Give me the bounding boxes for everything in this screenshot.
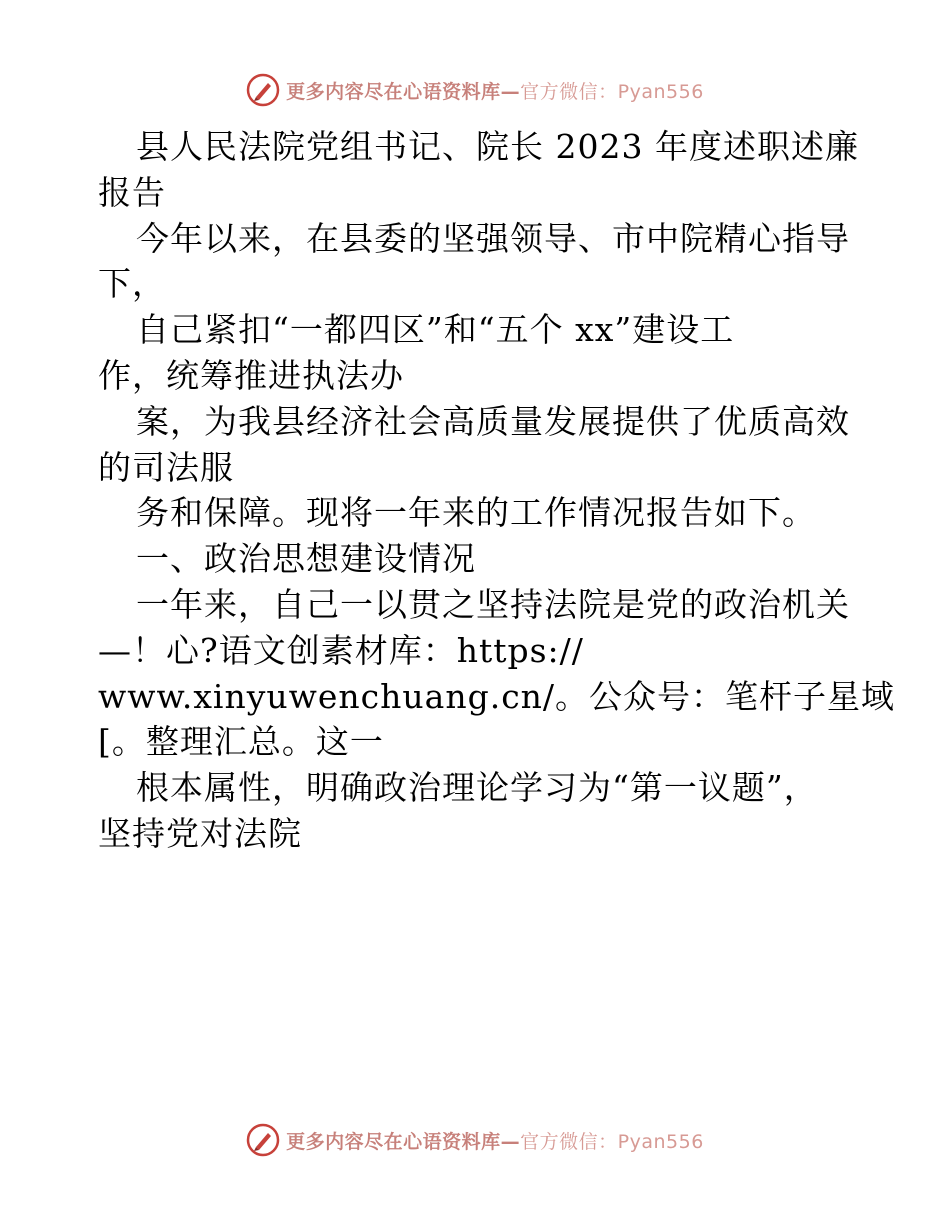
header-banner (0, 70, 950, 110)
body-line: 自己紧扣“一都四区”和“五个 xx”建设工 (136, 310, 735, 350)
body-line: 坚持党对法院 (98, 813, 302, 853)
header-banner-text: 更多内容尽在心语资料库—官方微信：Pyan556 (286, 80, 704, 103)
body-line: 一年来，自己一以贯之坚持法院是党的政治机关 (136, 584, 850, 624)
footer-banner (0, 1120, 950, 1160)
body-line: 根本属性，明确政治理论学习为“第一议题”， (136, 768, 818, 808)
body-line: 作，统筹推进执法办 (98, 355, 404, 395)
body-line: —！心?语文创素材库：https:// (98, 630, 584, 670)
body-line: [。整理汇总。这一 (98, 722, 384, 762)
footer-wechat: 官方微信：Pyan556 (520, 1130, 704, 1153)
body-line: 报告 (98, 172, 166, 212)
document-body (98, 124, 896, 857)
header-wechat: 官方微信：Pyan556 (520, 80, 704, 103)
footer-banner-text: 更多内容尽在心语资料库—官方微信：Pyan556 (286, 1130, 704, 1153)
body-line: 案，为我县经济社会高质量发展提供了优质高效 (136, 401, 850, 441)
section-heading: 一、政治思想建设情况 (136, 539, 476, 579)
body-line: 今年以来，在县委的坚强领导、市中院精心指导 (136, 218, 850, 258)
body-line: 务和保障。现将一年来的工作情况报告如下。 (136, 493, 816, 533)
pen-logo-icon (246, 73, 280, 107)
body-line: 县人民法院党组书记、院长 2023 年度述职述廉 (136, 127, 859, 166)
pen-logo-icon (246, 1123, 280, 1157)
body-line: 的司法服 (98, 447, 234, 487)
body-line: www.xinyuwenchuang.cn/。公众号：笔杆子星域 (98, 676, 896, 716)
body-line: 下， (98, 264, 166, 304)
